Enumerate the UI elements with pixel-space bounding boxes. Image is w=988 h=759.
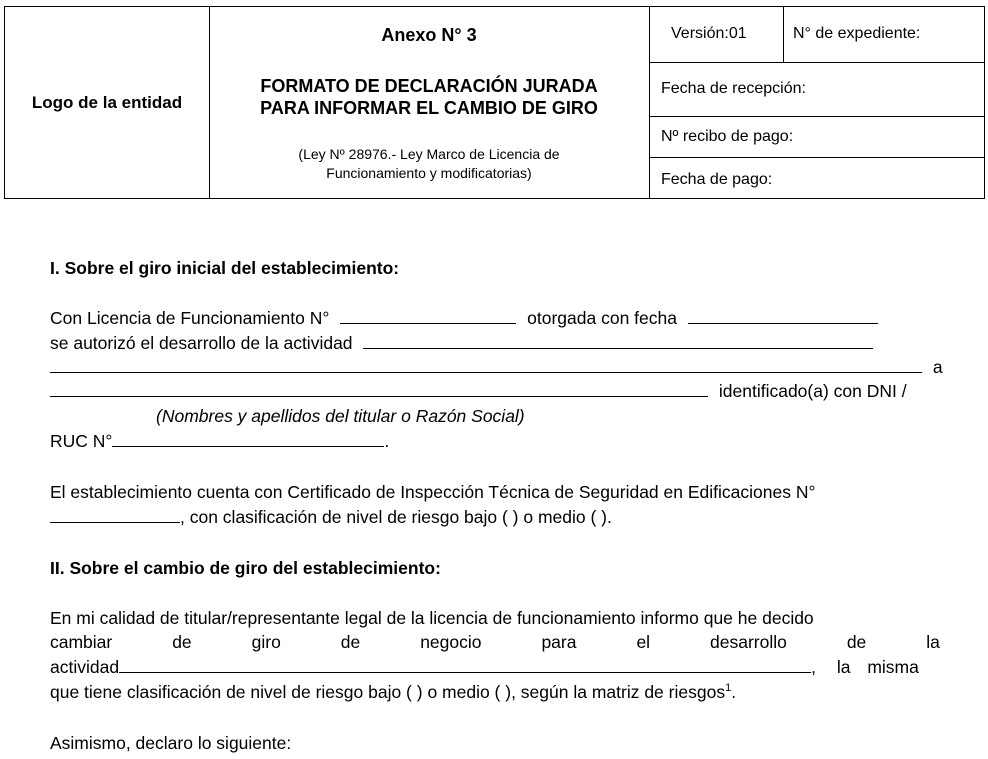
divider — [649, 116, 984, 117]
holder-line — [50, 381, 907, 402]
divider — [783, 7, 784, 62]
comma: , — [811, 657, 816, 677]
ruc-field[interactable] — [112, 432, 384, 447]
law-reference-line2: Funcionamiento y modificatorias) — [326, 165, 532, 181]
version-label: Versión:01 — [671, 25, 747, 42]
ruc-label: RUC N° — [50, 431, 113, 451]
section-2-title: II. Sobre el cambio de giro del establecimiento: — [50, 558, 441, 578]
payment-receipt-field[interactable]: Nº recibo de pago: — [661, 128, 794, 145]
reception-date-field[interactable]: Fecha de recepción: — [661, 80, 806, 97]
granted-date-field[interactable] — [688, 309, 878, 324]
change-paragraph-line-2 — [50, 632, 940, 653]
license-number-field[interactable] — [340, 309, 516, 324]
change-paragraph-line-1: En mi calidad de titular/representante legal de la licencia de funcionamiento informo que he decido — [50, 608, 814, 628]
word: de — [340, 632, 361, 652]
word: el — [636, 632, 651, 652]
itse-line-1: El establecimiento cuenta con Certificado de Inspección Técnica de Seguridad en Edificaciones N° — [50, 482, 816, 502]
footnote-marker: 1 — [725, 682, 732, 695]
payment-date-field[interactable]: Fecha de pago: — [661, 171, 773, 188]
word: de — [172, 632, 192, 652]
word: la — [926, 632, 940, 652]
word: giro — [251, 632, 281, 652]
form-title-line1: FORMATO DE DECLARACIÓN JURADA — [260, 76, 598, 96]
to-label: a — [932, 357, 943, 377]
expediente-field[interactable]: N° de expediente: — [793, 25, 921, 42]
word: desarrollo — [710, 632, 787, 652]
entity-logo-placeholder: Logo de la entidad — [31, 92, 183, 112]
word: cambiar — [50, 632, 113, 652]
word: para — [541, 632, 577, 652]
period: . — [731, 682, 737, 702]
holder-name-hint: (Nombres y apellidos del titular o Razón Social) — [156, 406, 525, 426]
divider — [649, 62, 984, 63]
word: negocio — [420, 632, 482, 652]
activity-field-continuation[interactable] — [50, 358, 922, 373]
risk-classification-text: que tiene clasificación de nivel de riesgo bajo ( ) o medio ( ), según la matriz de riesgos — [50, 682, 726, 702]
ruc-period: . — [384, 431, 390, 451]
change-paragraph-line-4 — [50, 682, 736, 703]
itse-line-2 — [50, 507, 612, 528]
activity-field[interactable] — [363, 334, 873, 349]
divider — [649, 157, 984, 158]
word: misma — [867, 657, 919, 677]
law-reference — [209, 145, 649, 183]
granted-date-label: otorgada con fecha — [527, 308, 677, 328]
section-1-title: I. Sobre el giro inicial del establecimiento: — [50, 258, 400, 278]
activity-continuation-line — [50, 357, 943, 378]
dni-label: identificado(a) con DNI / — [718, 381, 907, 401]
form-title-line2: PARA INFORMAR EL CAMBIO DE GIRO — [260, 98, 598, 118]
itse-risk-text: , con clasificación de nivel de riesgo bajo ( ) o medio ( ). — [180, 507, 612, 527]
header-table — [4, 6, 985, 199]
change-paragraph-line-3 — [50, 657, 919, 678]
annex-number: Anexo N° 3 — [381, 25, 477, 45]
activity-label: se autorizó el desarrollo de la actividad — [50, 333, 353, 353]
form-title-block — [209, 7, 649, 198]
word: la — [836, 657, 851, 677]
new-activity-label: actividad — [50, 657, 120, 677]
declaration-intro: Asimismo, declaro lo siguiente: — [50, 733, 292, 753]
ruc-line — [50, 431, 389, 452]
new-activity-field[interactable] — [119, 658, 811, 673]
activity-line — [50, 333, 873, 354]
form-title — [209, 75, 649, 119]
divider — [649, 7, 650, 198]
word: de — [846, 632, 867, 652]
itse-number-field[interactable] — [50, 508, 180, 523]
holder-name-field[interactable] — [50, 382, 708, 397]
law-reference-line1: (Ley Nº 28976.- Ley Marco de Licencia de — [298, 146, 560, 162]
license-label: Con Licencia de Funcionamiento N° — [50, 308, 330, 328]
license-line — [50, 308, 878, 329]
